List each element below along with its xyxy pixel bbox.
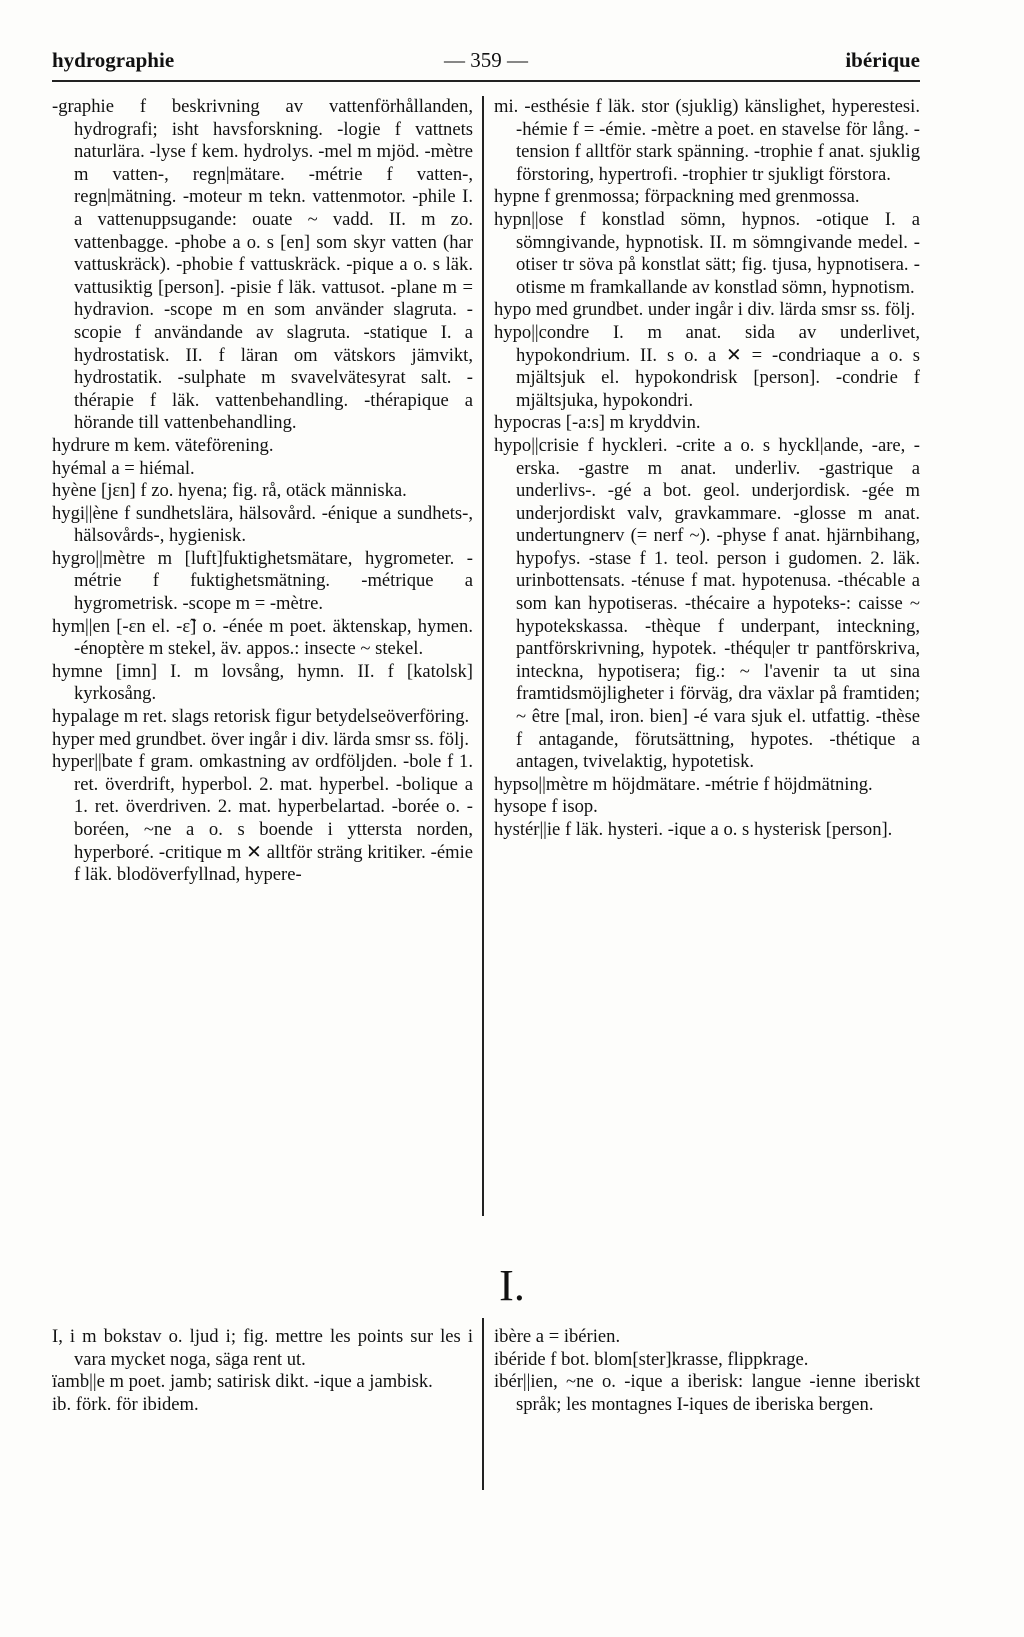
page-header bbox=[52, 48, 920, 82]
entry: hystér||ie f läk. hysteri. -ique a o. s hysterisk [person]. bbox=[494, 819, 893, 840]
entry: hydrure m kem. väteförening. bbox=[52, 434, 274, 456]
entry: I, i m bokstav o. ljud i; fig. mettre les points sur les i vara mycket noga, säga rent ut. bbox=[52, 1326, 473, 1370]
entry: ibér||ien, ~ne o. -ique a iberisk: langue -ienne iberiskt språk; les montagnes I-iques de iberiska bergen. bbox=[494, 1371, 920, 1415]
entry: ïamb||e m poet. jamb; satirisk dikt. -ique a jambisk. bbox=[52, 1371, 433, 1393]
entry: hyène [jɛn] f zo. hyena; fig. rå, otäck människa. bbox=[52, 480, 407, 502]
entry: hygi||ène f sundhetslära, hälsovård. -énique a sundhets-, hälsovårds-, hygienisk. bbox=[52, 502, 473, 547]
entry: hypo||condre I. m anat. sida av underlivet, hypokondrium. II. s o. a ✕ = -condriaque a o. s mjältsjuk el. hypokondrisk [person]. -condrie f mjältsjuka, hypokondri. bbox=[494, 321, 920, 411]
entry: ibéride f bot. blom[ster]krasse, flippkrage. bbox=[494, 1348, 809, 1370]
column-left bbox=[52, 96, 473, 1216]
entry: hysope f isop. bbox=[494, 796, 598, 818]
section-letter: I. bbox=[499, 1261, 525, 1310]
entry: hyper||bate f gram. omkastning av ordföljden. -bole f 1. ret. överdrift, hyperbol. 2. mat. hyperbel. -bolique a 1. ret. överdriven. 2. mat. hyperbelartad. -borée o. -boréen, ~ne a o. s boende i yttersta norden, hyperboré. -critique m ✕ alltför sträng kritiker. -émie f läk. blodöverfyllnad, hypere- bbox=[52, 751, 473, 886]
entry: hypo med grundbet. under ingår i div. lärda smsr ss. följ. bbox=[494, 299, 916, 321]
entry: ibère a = ibérien. bbox=[494, 1326, 621, 1347]
column-right bbox=[494, 96, 920, 1216]
column-bottom-left bbox=[52, 1326, 473, 1496]
entry: hyémal a = hiémal. bbox=[52, 457, 195, 479]
column-divider bbox=[482, 1318, 484, 1490]
column-divider bbox=[482, 96, 484, 1216]
entry: hypalage m ret. slags retorisk figur betydelseöverföring. bbox=[52, 706, 470, 728]
entry: hyper med grundbet. över ingår i div. lärda smsr ss. följ. bbox=[52, 728, 470, 750]
column-bottom-right bbox=[494, 1326, 920, 1496]
entry: hygro||mètre m [luft]fuktighetsmätare, hygrometer. -métrie f fuktighetsmätning. -métrique a hygrometrisk. -scope m = -mètre. bbox=[52, 547, 473, 615]
entry: mi. -esthésie f läk. stor (sjuklig) känslighet, hyperestesi. -hémie f = -émie. -mètre a poet. en stavelse för lång. -tension f alltför stark spänning. -trophie f anat. sjuklig förstoring, hypertrofi. -trophier tr sjukligt förstora. bbox=[494, 96, 920, 185]
entry: hymne [imn] I. m lovsång, hymn. II. f [katolsk] kyrkosång. bbox=[52, 660, 473, 705]
entry: -graphie f beskrivning av vattenförhållanden, hydrografi; isht havsforskning. -logie f vattnets naturlära. -lyse f kem. hydrolys. -mel m mjöd. -mètre m vatten-, regn|mätare. -métrie f vatten-, regn|mätning. -moteur m tekn. vattenmotor. -phile I. a vattenuppsugande: ouate ~ vadd. II. m zo. vattenbagge. -phobe a o. s [en] som skyr vatten (har vattuskräck). -phobie f vattuskräck. -pique a o. s läk. vattusiktig [person]. -pisie f läk. vattusot. -plane m = hydravion. -scope m en som använder slagruta. -scopie f användande av slagruta. -statique I. a hydrostatisk. II. f läran om vätskors jämvikt, hydrostatik. -sulphate m svavelvätesyrat salt. -thérapie f läk. vattenbehandling. -thérapique a hörande till vattenbehandling. bbox=[52, 96, 473, 434]
entry: ib. förk. för ibidem. bbox=[52, 1393, 199, 1415]
page-number: — 359 — bbox=[444, 48, 528, 72]
entry: hypne f grenmossa; förpackning med grenmossa. bbox=[494, 186, 860, 208]
header-first-word: hydrographie bbox=[52, 48, 175, 72]
entry: hypso||mètre m höjdmätare. -métrie f höjdmätning. bbox=[494, 773, 873, 795]
entry: hym||en [-ɛn el. -ɛ̃] o. -énée m poet. äktenskap, hymen. -énoptère m stekel, äv. appos.: insecte ~ stekel. bbox=[52, 615, 473, 660]
entry: hypo||crisie f hyckleri. -crite a o. s hyckl|ande, -are, -erska. -gastre m anat. underliv. -gastrique a underlivs-. -gé a bot. geol. underjordisk. -gée m underjordiskt valv, gravkammare. -glosse m anat. undertungnerv (= nerf ~). -physe f anat. hjärnbihang, hypofys. -stase f 1. teol. person i gudomen. 2. läk. urinbottensats. -ténuse f mat. hypotenusa. -thécable a som kan hypotiseras. -thécaire a hypoteks-: caisse ~ hypotekskassa. -thèque f underpant, inteckning, pantförskrivning, hypotek. -théqu|er tr pantförskriva, inteckna, hypotisera; fig.: ~ l'avenir ta ut sina framtidsmöjligheter i förväg, dra växlar på framtiden; ~ être [mal, iron. bien] -é vara sjuk el. utfattig. -thèse f antagande, förutsättning, hypotes. -thétique a antagen, tvivelaktig, hypotetisk. bbox=[494, 434, 920, 773]
entry: hypn||ose f konstlad sömn, hypnos. -otique I. a sömngivande, hypnotisk. II. m sömngivande medel. -otiser tr söva på konstlat sätt; fig. tjusa, hypnotisera. -otisme m framkallande av konstlad sömn, hypnotism. bbox=[494, 208, 920, 298]
header-last-word: ibérique bbox=[845, 48, 920, 72]
entry: hypocras [-a:s] m kryddvin. bbox=[494, 412, 701, 434]
header-rule bbox=[52, 80, 920, 82]
